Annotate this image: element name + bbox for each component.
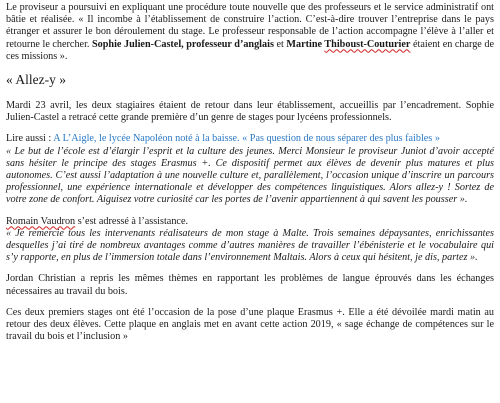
bold-name-martine-first: Martine — [286, 38, 325, 50]
name-romain: Romain Vaudron — [6, 215, 76, 227]
paragraph-romain-rest: s’est adressé à l’assistance. — [75, 215, 189, 227]
bold-name-sophie: Sophie Julien-Castel, professeur d’anglais — [92, 38, 274, 50]
paragraph-romain — [6, 216, 494, 228]
bold-name-martine — [286, 39, 410, 50]
quote-romain-text: « Je remercie tous les intervenants réalisateurs de mon stage à Malte. Trois semaines dépaysantes, enrichissantes desquelles j’ai tiré de nombreux avantages comme d’autres manières de travailler l’ébénisterie et le vocabulaire qui s’y rapporte, en plus de l’immersion totale dans l’environnement Maltais. Alors à ceux qui hésitent, je dis, partez ». — [6, 227, 494, 264]
paragraph-jordan: Jordan Christian a repris les mêmes thèmes en rapportant les problèmes de langue éprouvés dans les échanges nécessaires au travail du bois. — [6, 273, 494, 297]
lire-aussi-prefix: Lire aussi : — [6, 133, 54, 145]
paragraph-intro-text: Le proviseur a poursuivi en expliquant une procédure toute nouvelle que des professeurs et le service administratif ont bâtie et réalisée. « Il incombe à l’établissement de construire l’action. C’est-à-dire trouver l’entreprise dans le pays étranger et assurer le bon déroulement du stage. Le professeur responsable de l’action accompagne l’élève à l’aller et retourne le chercher. — [6, 2, 494, 50]
related-article-link[interactable]: A L’Aigle, le lycée Napoléon noté à la baisse. « Pas question de nous séparer des plus faibles » — [53, 133, 440, 145]
lire-aussi — [6, 133, 494, 145]
bold-name-martine-last: Thiboust-Couturier — [324, 38, 411, 50]
section-heading: « Allez-y » — [6, 72, 66, 88]
paragraph-intro — [6, 2, 494, 63]
quote-sophie — [6, 146, 494, 207]
quote-sophie-text: « Le but de l’école est d’élargir l’esprit et la culture des jeunes. Merci Monsieur le proviseur Juniot d’avoir accepté sans hésiter le principe des stages Erasmus +. Ce dispositif permet aux élèves de devenir plus matures et plus autonomes. C’est aussi l’adaptation à une nouvelle culture et, parallèlement, l’occasion unique d’inscrire un parcours professionnel, une expérience internationale et développer des compétences linguistiques. Alors allez-y ! Sortez de votre zone de confort. Aiguisez votre curiosité car les portes de l’avenir appartiennent à qui savent les pousser ». — [6, 145, 494, 206]
paragraph-intro-connector: et — [273, 38, 287, 50]
paragraph-return: Mardi 23 avril, les deux stagiaires étaient de retour dans leur établissement, accueillis par l’encadrement. Sophie Julien-Castel a retracé cette grande première d’un genre de stages pour lycéens professionnels. — [6, 100, 494, 124]
paragraph-intro-tail: étaient en charge de ces missions ». — [6, 38, 494, 62]
paragraph-plaque: Ces deux premiers stages ont été l’occasion de la pose d’une plaque Erasmus +. Elle a été dévoilée mardi matin au retour des deux élèves. Cette plaque en anglais met en avant cette action 2019, « sage échange de compétences sur le travail du bois et l’inclusion » — [6, 306, 494, 343]
quote-romain — [6, 228, 494, 265]
